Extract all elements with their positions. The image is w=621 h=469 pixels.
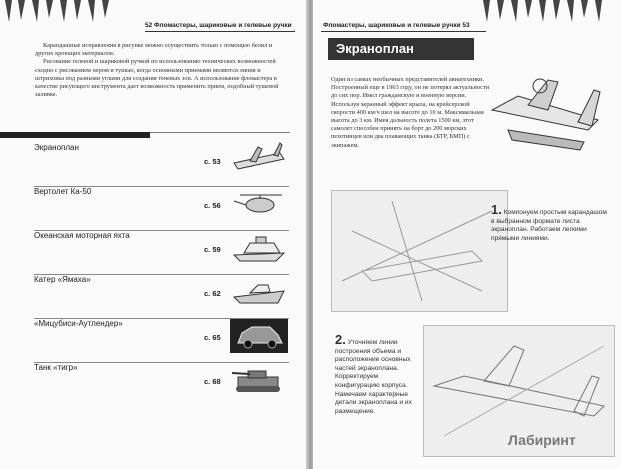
toc-title: Катер «Ямаха»	[34, 275, 91, 284]
left-page	[0, 0, 308, 469]
labirint-watermark	[508, 432, 576, 448]
tank-icon	[230, 359, 288, 399]
paragraph: Карандашные исправления в рисунке можно осуществить только с помощью белил и других кроющих материалов.	[35, 42, 273, 58]
table-of-contents	[34, 143, 289, 406]
boat-icon	[230, 271, 288, 311]
toc-item[interactable]	[34, 231, 289, 275]
paragraph: Рисование гелевой и шариковой ручкой по использованию технических возможностей сходно с рисованием пером и тушью, когда основными приемами являются линия и штриховка под разными углами для создания теневых зон. А использование фломастера в качестве рисующего инструмента дает возможность применить прием, подобный тушевой заливке.	[35, 58, 279, 99]
toc-page: с. 68	[204, 377, 221, 386]
step-number: 1.	[491, 202, 502, 217]
toc-item[interactable]	[34, 319, 289, 363]
toc-rule-thin	[150, 132, 290, 133]
toc-page: с. 65	[204, 333, 221, 342]
intro-paragraph: Один из самых необычных представителей авиатехники. Построенный еще в 1963 году, он не потерял актуальности до сих пор. Имел гражданскую и военную версии. Используя экранный эффект крыла, на крейсерской скорости 400 км/ч шел на высоте до 10 м. Максимальная высота до 3 км. Имея дальность полета 1500 км, этот самолет способен принять на борт до 200 морских пехотинцев или два плавающих танка (БТР, БМП) с экипажем.	[331, 76, 490, 149]
left-body-text	[35, 42, 285, 99]
toc-title: Танк «тигр»	[34, 363, 78, 372]
page-title-bar	[328, 38, 474, 60]
car-icon	[230, 315, 288, 355]
helicopter-icon	[230, 183, 288, 223]
toc-title: Экраноплан	[34, 143, 79, 152]
toc-rule	[0, 132, 150, 138]
step-text: Компонуем простым карандашом в выбранном формате листа экраноплан. Работаем легкими прямыми линиями.	[491, 209, 607, 242]
toc-page: с. 59	[204, 245, 221, 254]
ekranoplan-icon	[230, 139, 288, 179]
toc-title: «Мицубиси-Аутлендер»	[34, 319, 123, 328]
page-title: Экраноплан	[336, 41, 414, 56]
step-text: Уточняем линии построения объема и расположение основных частей экраноплана. Корректируем конфигурацию корпуса. Намечаем характерные детали экраноплана и их размещение.	[335, 339, 412, 415]
running-head-left: 52 Фломастеры, шариковые и гелевые ручки	[145, 22, 292, 29]
toc-page: с. 62	[204, 289, 221, 298]
toc-title: Вертолет Ка-50	[34, 187, 92, 196]
ekranoplan-illustration	[488, 60, 608, 160]
header-rule	[321, 31, 486, 32]
running-head-right: Фломастеры, шариковые и гелевые ручки 53	[323, 22, 470, 29]
toc-item[interactable]	[34, 275, 289, 319]
step-number: 2.	[335, 332, 346, 347]
logo-text: Лабиринт	[508, 432, 576, 448]
step-2	[335, 332, 415, 416]
yacht-icon	[230, 227, 288, 267]
toc-item[interactable]	[34, 143, 289, 187]
sketch-step1	[331, 190, 508, 312]
right-page	[313, 0, 621, 469]
toc-item[interactable]	[34, 363, 289, 406]
toc-item[interactable]	[34, 187, 289, 231]
toc-page: с. 56	[204, 201, 221, 210]
toc-page: с. 53	[204, 157, 221, 166]
header-rule	[145, 31, 295, 32]
step-1	[491, 202, 611, 243]
toc-title: Океанская моторная яхта	[34, 231, 130, 240]
